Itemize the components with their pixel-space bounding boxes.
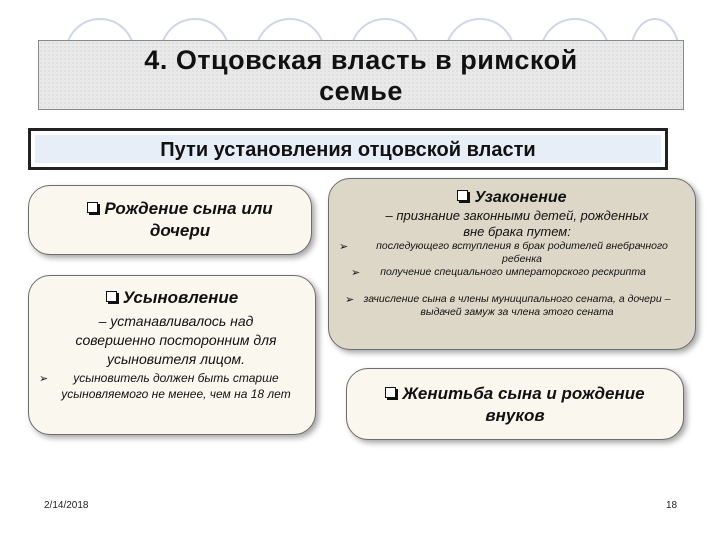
card-legitimation <box>328 178 696 350</box>
card-legitimation-heading <box>329 189 695 207</box>
card-birth <box>28 185 312 255</box>
arrow-bullet-icon: ➢ <box>39 373 49 385</box>
card-adoption-heading-text: Усыновление <box>122 288 239 307</box>
card-adoption <box>28 275 316 435</box>
subtitle-box <box>28 128 668 170</box>
checkbox-bullet-icon <box>106 291 117 302</box>
card-legitimation-point-1: последующего вступления в брак родителей внебрачного ребенка <box>376 240 668 265</box>
card-marriage-heading <box>359 383 671 427</box>
subtitle: Пути установления отцовской власти <box>160 139 536 161</box>
checkbox-bullet-icon <box>385 387 396 398</box>
card-adoption-description: – устанавливалось над совершенно посторонним для усыновителя лицом. <box>75 313 277 367</box>
arrow-bullet-icon: ➢ <box>351 267 361 279</box>
card-marriage <box>346 368 684 440</box>
card-adoption-point-1: усыновитель должен быть старше усыновляемого не менее, чем на 18 лет <box>61 371 291 401</box>
checkbox-bullet-icon <box>457 190 468 201</box>
card-birth-heading <box>69 198 291 242</box>
arrow-bullet-icon: ➢ <box>345 294 355 306</box>
card-legitimation-point-3: зачисление сына в члены муниципального сената, а дочери – выдачей замуж за члена этого сената <box>363 293 671 318</box>
card-legitimation-description: – признание законными детей, рожденных вне брака путем: <box>385 208 649 239</box>
card-birth-heading-text: Рождение сына или дочери <box>104 199 273 240</box>
checkbox-bullet-icon <box>87 202 98 213</box>
card-legitimation-heading-text: Узаконение <box>474 189 567 206</box>
footer-date: 2/14/2018 <box>44 500 89 511</box>
card-legitimation-point-2: получение специального императорского рескрипта <box>380 266 646 278</box>
page-title: 4. Отцовская власть в римской семье <box>144 45 578 106</box>
footer-page-number: 18 <box>666 500 678 511</box>
card-marriage-heading-text: Женитьба сына и рождение внуков <box>402 384 645 425</box>
card-adoption-heading <box>29 288 315 308</box>
title-box <box>38 40 684 110</box>
arrow-bullet-icon: ➢ <box>339 241 349 253</box>
